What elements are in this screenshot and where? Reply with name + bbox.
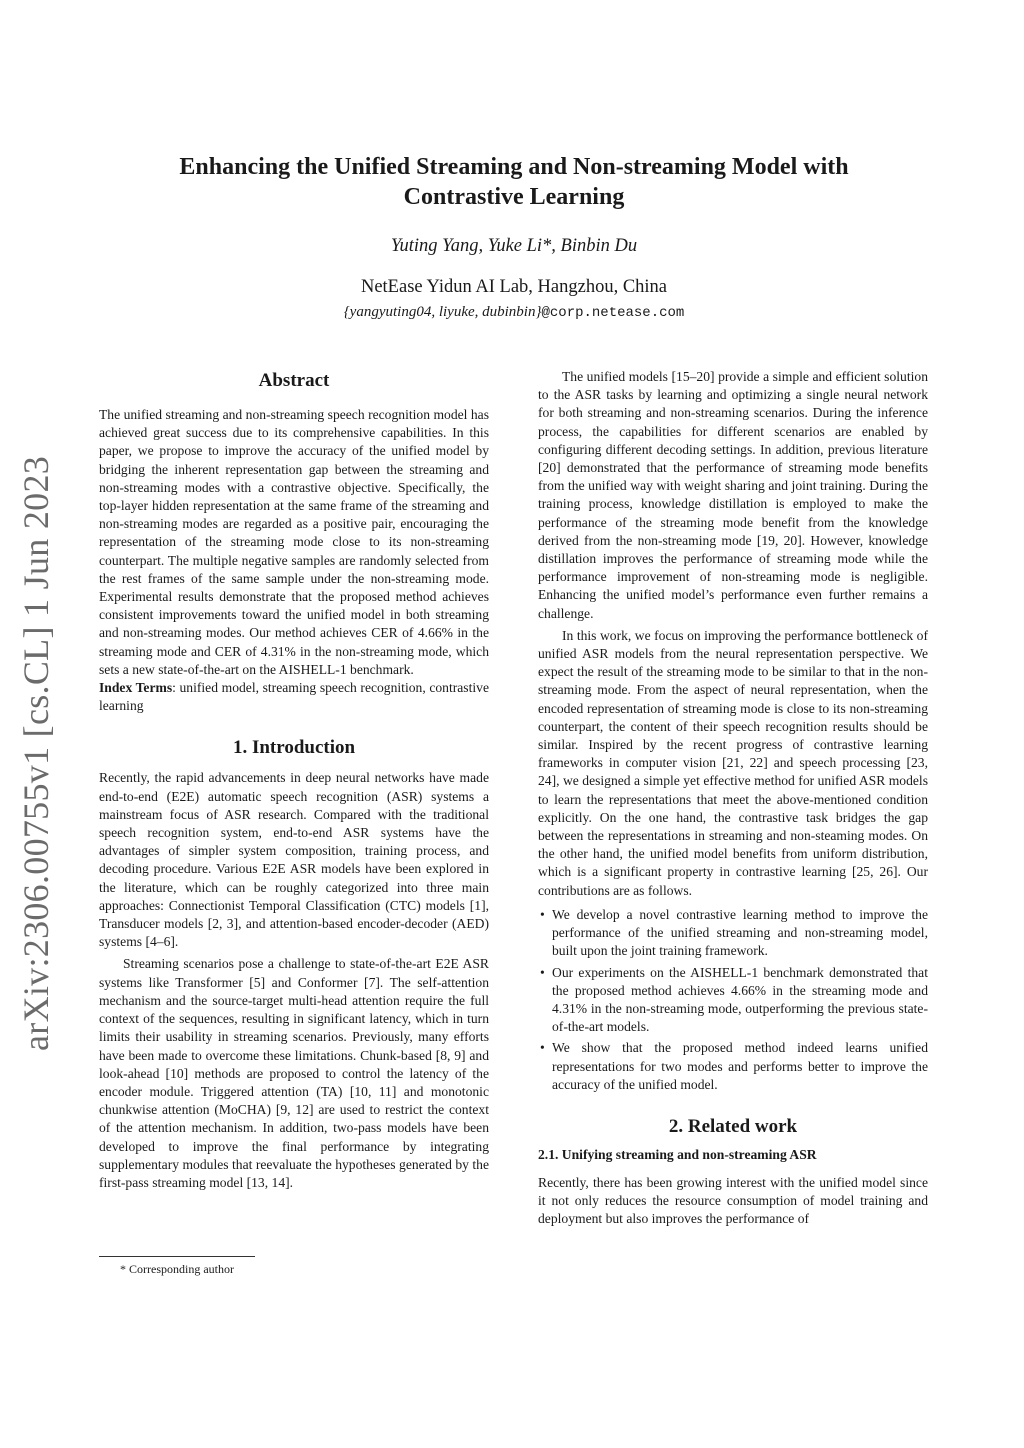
right-paragraph-1: The unified models [15–20] provide a simple and efficient solution to the ASR tasks by learning and optimizing a single neural network for both streaming and non-streaming scenarios. During the inference process, the capabilities for different scenarios are enabled by configuring different decoding settings. In addition, previous literature [20] demonstrated that the performance of streaming mode benefits from the unified way with weight sharing and joint training. During the training process, knowledge distillation is employed to make the performance of the streaming mode benefit from the knowledge derived from the non-streaming mode [19, 20]. However, knowledge distillation improves the performance of streaming mode while the performance improvement of non-streaming mode is negligible. Enhancing the unified model’s performance even further remains a challenge. xyxy=(538,369,928,621)
email-domain: @corp.netease.com xyxy=(541,305,685,321)
author-list: Yuting Yang, Yuke Li*, Binbin Du xyxy=(390,236,638,256)
contribution-item: • Our experiments on the AISHELL-1 benchmark demonstrated that the proposed method achieves 4.66% in the streaming mode and 4.31% in the non-streaming mode, outperforming the previous state-of-the-art models. xyxy=(552,964,928,1037)
intro-paragraph-2: Streaming scenarios pose a challenge to state-of-the-art E2E ASR systems like Transformer [5] and Conformer [7]. The self-attention mechanism and the source-target multi-head attention require the full context of the sequences, resulting in significant latency, which in turn limits their usability in streaming scenarios. Previously, many efforts have been made to overcome these limitations. Chunk-based [8, 9] and look-ahead [10] methods are proposed to control the latency of the encoder module. Triggered attention (TA) [10, 11] and monotonic chunkwise attention (MoCHA) [9, 12] are used to restrict the context of the attention mechanism. In addition, two-pass models have been developed to improve the final performance by integrating supplementary modules that reevaluate the hypotheses generated by the first-pass streaming model [13, 14]. xyxy=(99,956,489,1190)
author-emails xyxy=(100,304,928,321)
footnote-corresponding-author: * Corresponding author xyxy=(120,1262,234,1276)
title-line-2: Contrastive Learning xyxy=(403,184,625,210)
contribution-item: • We develop a novel contrastive learning method to improve the performance of the unified streaming and non-streaming model, built upon the joint training framework. xyxy=(552,906,928,961)
index-terms-label: Index Terms xyxy=(99,680,173,696)
title-line-1: Enhancing the Unified Streaming and Non-streaming Model with xyxy=(179,154,849,180)
subsection-heading: 2.1. Unifying streaming and non-streaming ASR xyxy=(538,1146,817,1162)
intro-paragraph-1: Recently, the rapid advancements in deep neural networks have made end-to-end (E2E) automatic speech recognition (ASR) systems a mainstream focus of ASR research. Compared with the traditional speech recognition system, end-to-end ASR systems have the advantages of simpler system composition, training process, and decoding procedure. Various E2E ASR models have been explored in the literature, which can be roughly categorized into three main approaches: Connectionist Temporal Classification (CTC) models [1], Transducer models [2, 3], and attention-based encoder-decoder (AED) systems [4–6]. xyxy=(99,770,489,950)
index-terms-text: : unified model, streaming speech recognition, contrastive learning xyxy=(99,680,489,714)
right-column xyxy=(538,368,928,1229)
email-usernames: {yangyuting04, liyuke, dubinbin} xyxy=(343,304,542,320)
affiliation: NetEase Yidun AI Lab, Hangzhou, China xyxy=(360,277,668,297)
related-paragraph-1: Recently, there has been growing interest with the unified model since it not only reduces the resource consumption of model training and deployment but also improves the performance of xyxy=(538,1174,928,1227)
right-paragraph-2: In this work, we focus on improving the performance bottleneck of unified ASR models from the neural representation perspective. We expect the result of the streaming mode to be similar to that in the non-streaming mode. From the aspect of neural representation, when the encoded representation of streaming mode is close to its non-streaming counterpart, the content of their speech recognition results should be similar. Inspired by the recent progress of contrastive learning frameworks in computer vision [21, 22] and speech processing [23, 24], we designed a simple yet effective method for unified ASR models to learn the representations that meet the above-mentioned condition explicitly. On the one hand, the contrastive task bridges the gap between the representations in streaming and non-steaming modes. On the other hand, the unified model benefits from uniform distribution, which is a significant property in contrastive learning [25, 26]. Our contributions are as follows. xyxy=(538,627,928,898)
left-column xyxy=(99,368,489,1192)
introduction-heading: 1. Introduction xyxy=(232,737,356,759)
contribution-item: • We show that the proposed method indeed learns unified representations for two modes and performs better to improve the accuracy of the unified model. xyxy=(552,1039,928,1094)
abstract-heading: Abstract xyxy=(258,370,330,391)
index-terms xyxy=(99,679,489,715)
related-work-heading: 2. Related work xyxy=(668,1115,798,1137)
footnote-rule xyxy=(99,1256,255,1257)
contributions-list xyxy=(538,906,928,1094)
paper-title xyxy=(100,152,928,212)
abstract-text: The unified streaming and non-streaming speech recognition model has achieved great success due to its comprehensive capabilities. In this paper, we propose to improve the accuracy of the unified model by bridging the inherent representation gap between the streaming and non-streaming modes with a contrastive objective. Specifically, the top-layer hidden representation at the same frame of the streaming and non-streaming modes are regarded as a positive pair, encouraging the representation of the streaming mode close to its non-streaming counterpart. The multiple negative samples are randomly selected from the rest frames of the same sample under the non-streaming mode. Experimental results demonstrate that the proposed method achieves consistent improvements toward the unified model in both streaming and non-streaming modes. Our method achieves CER of 4.66% in the streaming mode and CER of 4.31% in the non-streaming mode, which sets a new state-of-the-art on the AISHELL-1 benchmark. xyxy=(99,407,489,677)
arxiv-identifier-stamp: arXiv:2306.00755v1 [cs.CL] 1 Jun 2023 xyxy=(16,455,56,1051)
